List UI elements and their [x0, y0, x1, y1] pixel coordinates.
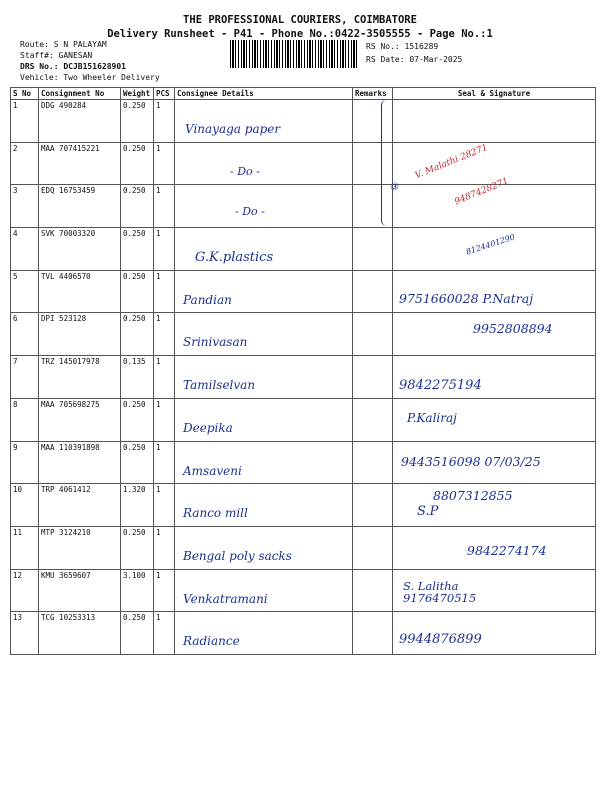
circled-three-mark: ③ [390, 182, 399, 193]
pcs: 1 [154, 270, 175, 313]
pcs: 1 [154, 398, 175, 441]
consignee-handwriting: Ranco mill [183, 506, 248, 521]
route-label: Route: S N PALAYAM [20, 40, 107, 49]
consignee-cell [175, 569, 353, 612]
sno: 8 [11, 398, 39, 441]
pcs: 1 [154, 313, 175, 356]
weight: 0.250 [121, 441, 154, 484]
weight: 0.250 [121, 100, 154, 143]
signature-handwriting: 9944876899 [399, 632, 482, 648]
consignee-handwriting: Deepika [183, 420, 233, 435]
signature-cell [393, 313, 596, 356]
staff-label: Staff#: GANESAN [20, 51, 93, 60]
weight: 0.250 [121, 526, 154, 569]
col-signature: Seal & Signature [393, 88, 596, 100]
rs-date: RS Date: 07-Mar-2025 [366, 55, 463, 64]
remarks [353, 313, 393, 356]
table-row [11, 313, 596, 356]
consignment-no: TVL 4406570 [39, 270, 121, 313]
signature-handwriting: 9751660028 P.Natraj [399, 290, 534, 306]
pcs: 1 [154, 612, 175, 655]
rs-number: RS No.: 1516289 [366, 42, 439, 51]
table-row [11, 569, 596, 612]
signature-handwriting: 8807312855 [433, 488, 513, 504]
weight: 0.250 [121, 185, 154, 228]
table-row [11, 142, 596, 185]
sno: 6 [11, 313, 39, 356]
table-row [11, 441, 596, 484]
consignee-cell [175, 185, 353, 228]
consignee-cell [175, 100, 353, 143]
sno: 5 [11, 270, 39, 313]
pcs: 1 [154, 526, 175, 569]
consignment-no: EDQ 16753459 [39, 185, 121, 228]
consignee-cell [175, 142, 353, 185]
sno: 11 [11, 526, 39, 569]
consignment-no: MAA 705698275 [39, 398, 121, 441]
consignment-no: MAA 707415221 [39, 142, 121, 185]
weight: 0.135 [121, 356, 154, 399]
sno: 13 [11, 612, 39, 655]
signature-handwriting: 9842274174 [467, 542, 547, 558]
remarks [353, 398, 393, 441]
signature-cell [393, 612, 596, 655]
consignment-no: TCG 10253313 [39, 612, 121, 655]
signature-cell [393, 177, 596, 228]
signature-handwriting: 9487428271 [453, 177, 511, 208]
signature-handwriting: 9443516098 07/03/25 [401, 453, 541, 469]
table-row [11, 356, 596, 399]
weight: 0.250 [121, 270, 154, 313]
table-row [11, 100, 596, 143]
consignee-cell [175, 313, 353, 356]
runsheet-table [10, 87, 596, 655]
consignee-handwriting: Bengal poly sacks [183, 548, 292, 563]
signature-handwriting: 9842275194 [399, 378, 482, 394]
consignee-handwriting: Srinivasan [183, 335, 248, 350]
sno: 4 [11, 228, 39, 271]
consignee-handwriting: Tamilselvan [183, 378, 256, 393]
consignee-handwriting: - Do - [235, 205, 265, 219]
table-row [11, 270, 596, 313]
weight: 0.250 [121, 313, 154, 356]
pcs: 1 [154, 228, 175, 271]
consignment-no: KMU 3659607 [39, 569, 121, 612]
col-weight: Weight [121, 88, 154, 100]
weight: 0.250 [121, 612, 154, 655]
pcs: 1 [154, 100, 175, 143]
remarks [353, 612, 393, 655]
remarks [353, 569, 393, 612]
col-pcs: PCS [154, 88, 175, 100]
drs-label: DRS No.: DCJB151628901 [20, 62, 126, 71]
pcs: 1 [154, 356, 175, 399]
table-row [11, 228, 596, 271]
table-header-row [11, 88, 596, 100]
consignee-cell [175, 612, 353, 655]
signature-cell [393, 270, 596, 313]
remarks [353, 484, 393, 527]
sno: 12 [11, 569, 39, 612]
signature-cell [393, 228, 596, 271]
table-row [11, 484, 596, 527]
consignee-handwriting: - Do - [230, 164, 260, 178]
sno: 2 [11, 142, 39, 185]
consignment-no: MTP 3124210 [39, 526, 121, 569]
sno: 7 [11, 356, 39, 399]
pcs: 1 [154, 484, 175, 527]
weight: 1.320 [121, 484, 154, 527]
consignee-handwriting: Venkatramani [183, 591, 268, 606]
remarks [353, 270, 393, 313]
table-row [11, 526, 596, 569]
signature-cell [393, 356, 596, 399]
signature-handwriting: 8124401290 [464, 232, 517, 257]
table-row [11, 185, 596, 228]
consignee-handwriting: Vinayaga paper [185, 122, 281, 136]
remarks [353, 441, 393, 484]
remarks-bracket-mark [381, 100, 392, 226]
consignment-no: SVK 70003320 [39, 228, 121, 271]
pcs: 1 [154, 569, 175, 612]
remarks [353, 228, 393, 271]
barcode [230, 40, 358, 68]
consignee-handwriting: Radiance [183, 634, 240, 649]
consignee-handwriting: Pandian [183, 292, 232, 307]
signature-cell [393, 569, 596, 612]
signature-cell [393, 526, 596, 569]
consignee-cell [175, 228, 353, 271]
consignment-no: TRP 4061412 [39, 484, 121, 527]
remarks [353, 526, 393, 569]
sno: 9 [11, 441, 39, 484]
weight: 3.100 [121, 569, 154, 612]
vehicle-label: Vehicle: Two Wheeler Delivery [20, 73, 160, 82]
signature-handwriting: V. Malathi 28271 [413, 142, 490, 181]
signature-handwriting: S. Lalitha 9176470515 [403, 578, 477, 605]
table-row [11, 398, 596, 441]
consignment-no: DPI 523128 [39, 313, 121, 356]
sno: 10 [11, 484, 39, 527]
consignee-handwriting: G.K.plastics [195, 250, 274, 266]
consignment-no: DDG 490284 [39, 100, 121, 143]
consignee-cell [175, 484, 353, 527]
runsheet-title: Delivery Runsheet - P41 - Phone No.:0422-3505555 - Page No.:1 [107, 28, 493, 40]
signature-handwriting: 9952808894 [473, 321, 553, 337]
pcs: 1 [154, 441, 175, 484]
signature-cell [393, 142, 596, 185]
consignee-cell [175, 526, 353, 569]
signature-cell [393, 100, 596, 143]
signature-cell [393, 398, 596, 441]
consignment-no: TRZ 145017978 [39, 356, 121, 399]
consignee-cell [175, 270, 353, 313]
pcs: 1 [154, 142, 175, 185]
col-consignment: Consignment No [39, 88, 121, 100]
sno: 3 [11, 185, 39, 228]
company-title: THE PROFESSIONAL COURIERS, COIMBATORE [183, 14, 417, 26]
consignee-handwriting: Amsaveni [183, 463, 242, 478]
weight: 0.250 [121, 398, 154, 441]
col-remarks: Remarks [353, 88, 393, 100]
consignee-cell [175, 356, 353, 399]
consignee-cell [175, 441, 353, 484]
weight: 0.250 [121, 142, 154, 185]
signature-cell: 8807312855 S.P [393, 484, 596, 527]
pcs: 1 [154, 185, 175, 228]
signature-handwriting: P.Kaliraj [407, 410, 457, 425]
sno: 1 [11, 100, 39, 143]
consignment-no: MAA 110391898 [39, 441, 121, 484]
remarks [353, 356, 393, 399]
col-consignee: Consignee Details [175, 88, 353, 100]
table-row [11, 612, 596, 655]
weight: 0.250 [121, 228, 154, 271]
consignee-cell [175, 398, 353, 441]
col-sno: S No [11, 88, 39, 100]
signature-cell [393, 441, 596, 484]
